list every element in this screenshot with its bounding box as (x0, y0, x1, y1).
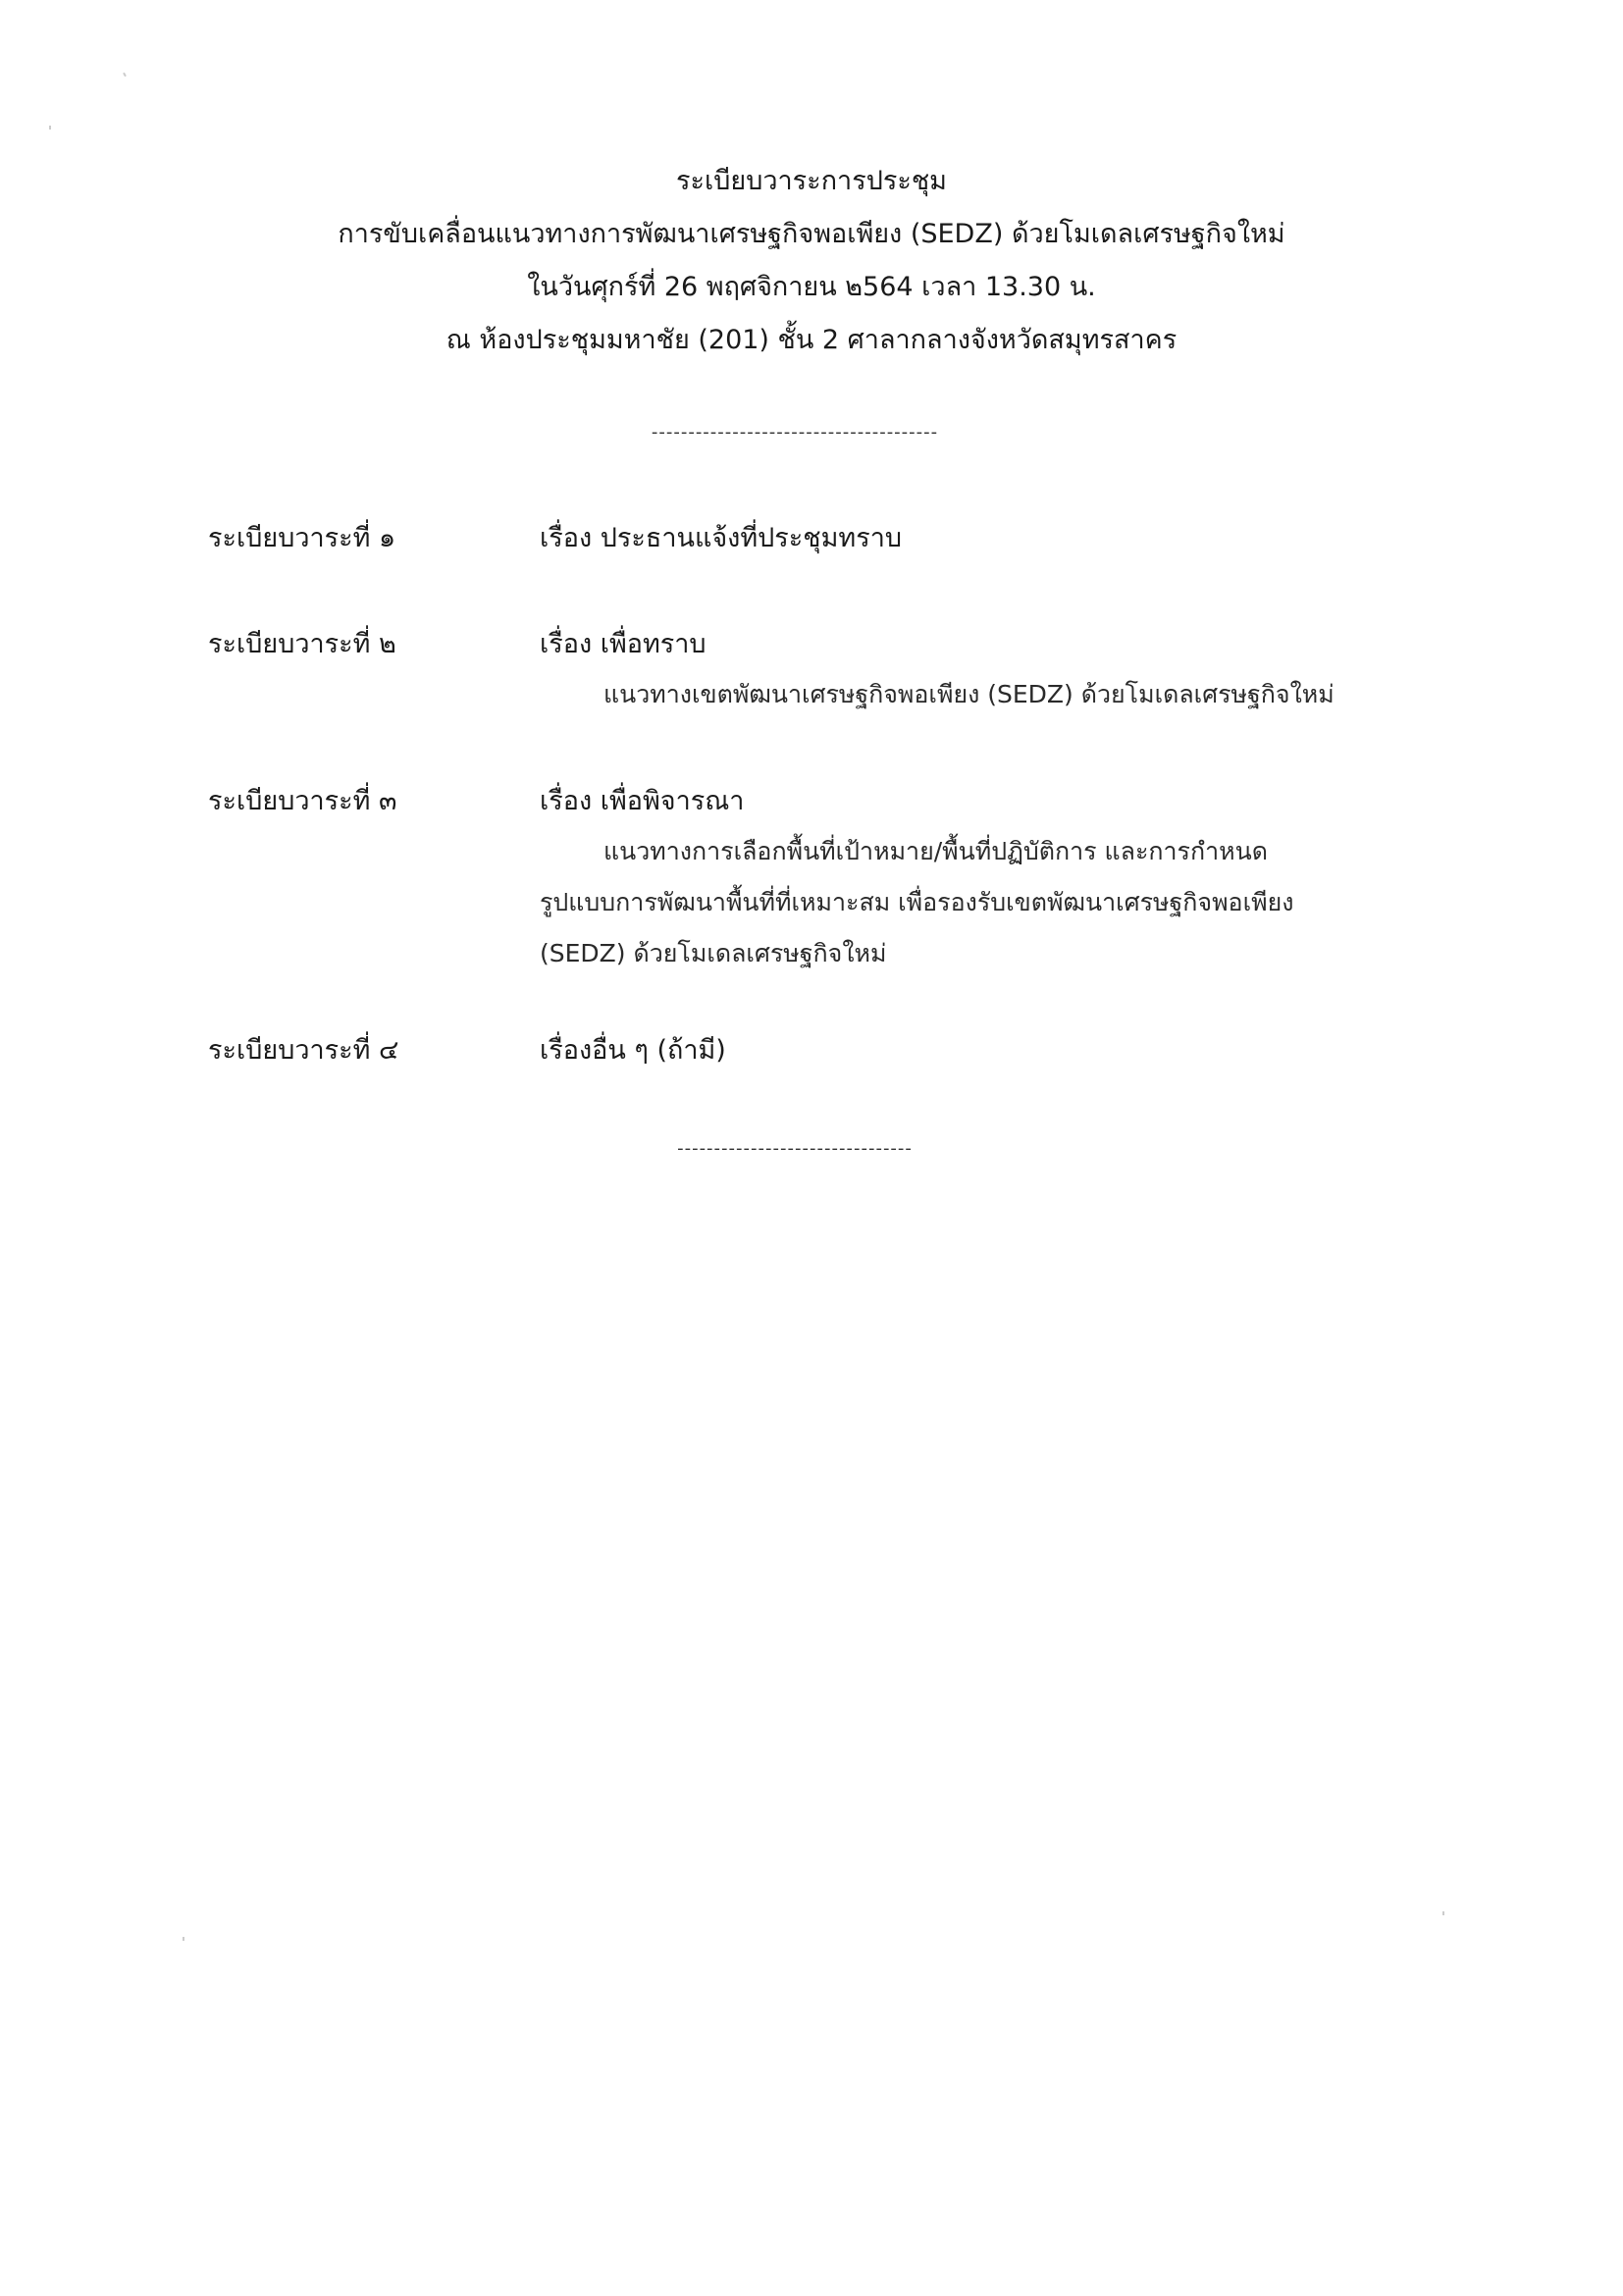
agenda-detail: รูปแบบการพัฒนาพื้นที่ที่เหมาะสม เพื่อรองรับเขตพัฒนาเศรษฐกิจพอเพียง (540, 888, 1294, 916)
agenda-title: ระเบียบวาระการประชุม (676, 166, 947, 196)
agenda-label: ระเบียบวาระที่ ๓ (208, 786, 397, 816)
agenda-label: ระเบียบวาระที่ ๑ (208, 523, 396, 553)
agenda-label: ระเบียบวาระที่ ๔ (208, 1035, 399, 1066)
agenda-detail: (SEDZ) ด้วยโมเดลเศรษฐกิจใหม่ (540, 939, 887, 967)
scan-speck (123, 73, 127, 77)
agenda-detail: แนวทางการเลือกพื้นที่เป้าหมาย/พื้นที่ปฏิบัติการ และการกำหนด (603, 837, 1268, 865)
scan-speck (183, 1937, 184, 1941)
scan-speck (1442, 1911, 1444, 1915)
agenda-subject: เรื่อง เพื่อทราบ (540, 629, 707, 659)
agenda-subject: เรื่องอื่น ๆ (ถ้ามี) (540, 1035, 726, 1066)
meeting-subtitle: การขับเคลื่อนแนวทางการพัฒนาเศรษฐกิจพอเพียง (SEDZ) ด้วยโมเดลเศรษฐกิจใหม่ (338, 219, 1285, 249)
meeting-location: ณ ห้องประชุมมหาชัย (201) ชั้น 2 ศาลากลางจังหวัดสมุทรสาคร (445, 325, 1178, 355)
agenda-detail: แนวทางเขตพัฒนาเศรษฐกิจพอเพียง (SEDZ) ด้วยโมเดลเศรษฐกิจใหม่ (603, 680, 1335, 708)
agenda-label: ระเบียบวาระที่ ๒ (208, 629, 396, 659)
agenda-subject: เรื่อง ประธานแจ้งที่ประชุมทราบ (540, 523, 903, 553)
meeting-date-time: ในวันศุกร์ที่ 26 พฤศจิกายน ๒564 เวลา 13.30 น. (527, 272, 1096, 302)
top-divider: --------------------------------------- (651, 422, 939, 443)
agenda-header (0, 155, 1623, 367)
scan-speck (49, 126, 51, 130)
agenda-subject: เรื่อง เพื่อพิจารณา (540, 786, 745, 816)
bottom-divider: -------------------------------- (677, 1138, 913, 1159)
